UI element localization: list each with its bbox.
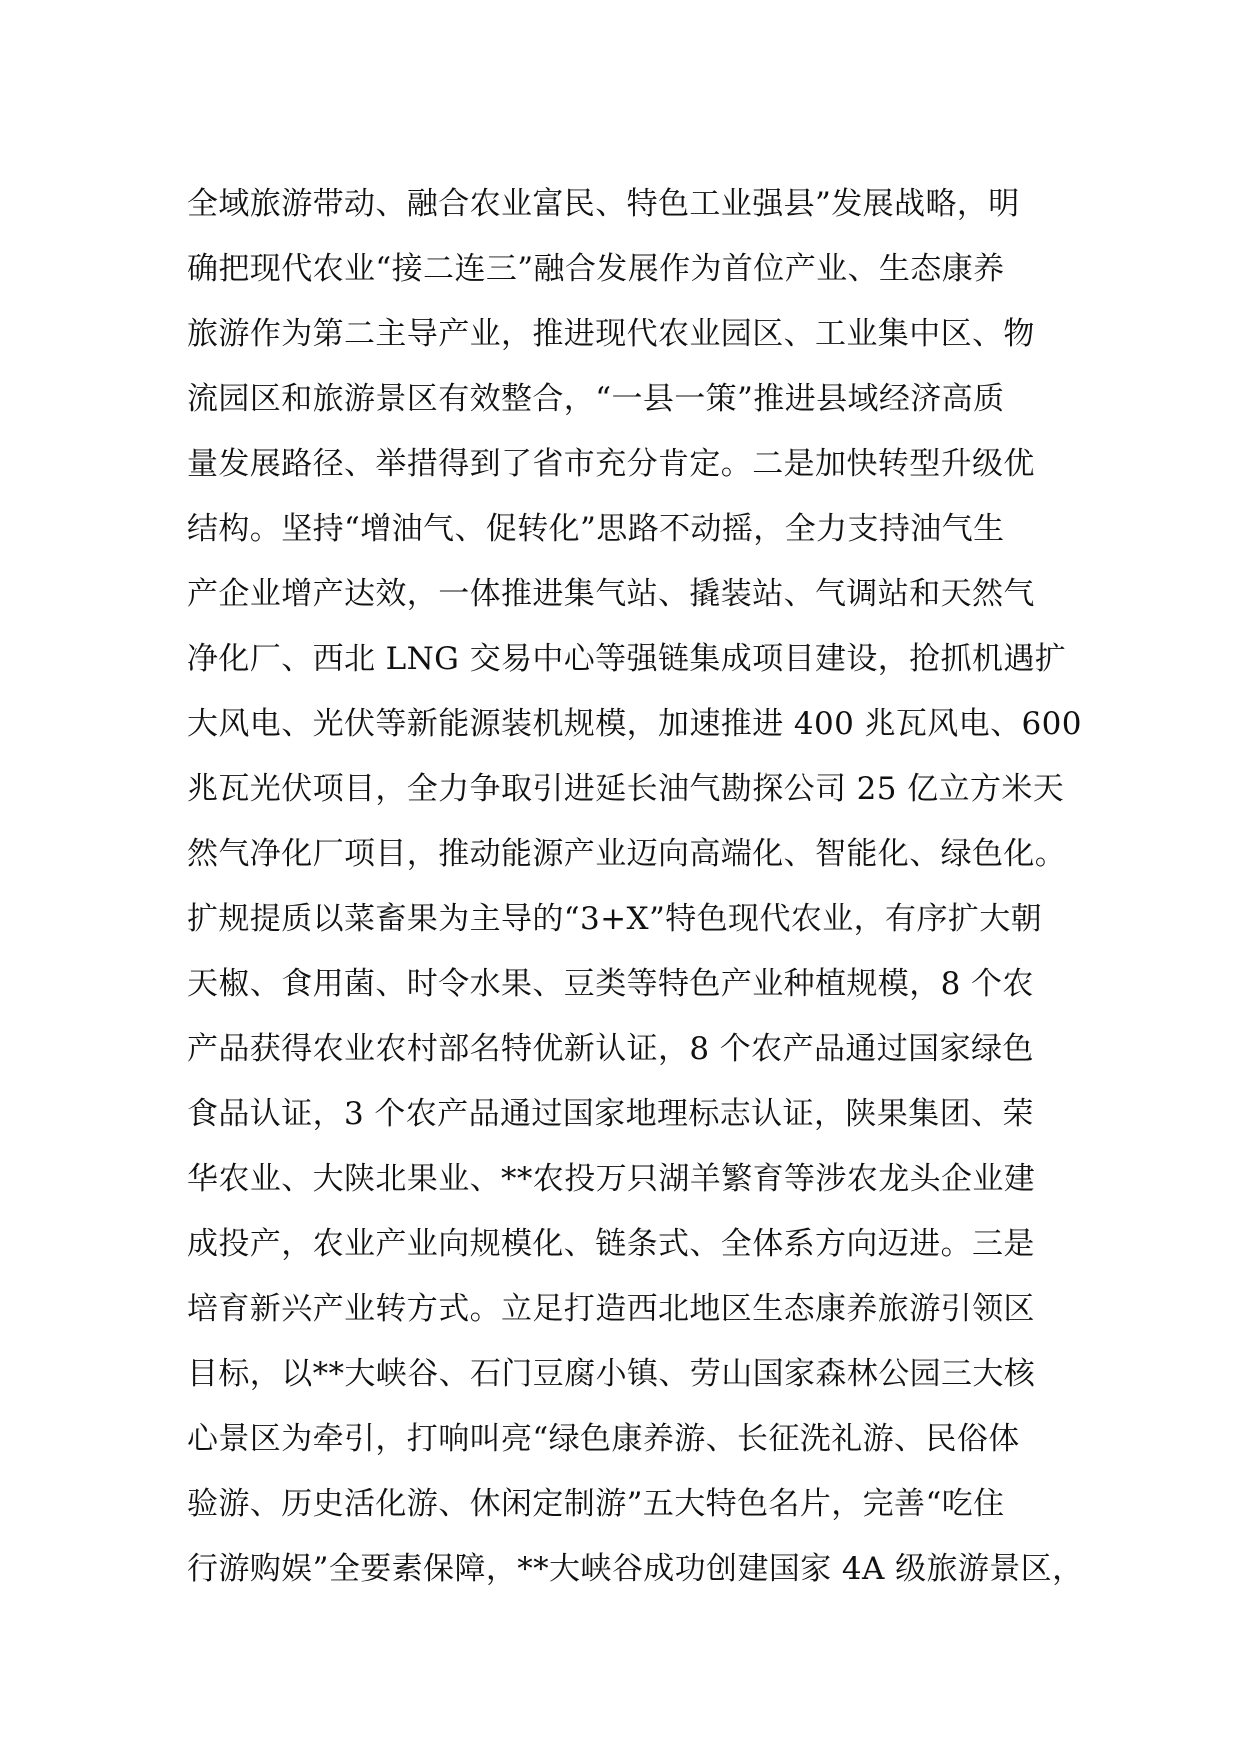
text-line: 华农业、大陕北果业、**农投万只湖羊繁育等涉农龙头企业建 <box>187 1161 1036 1197</box>
text-line: 旅游作为第二主导产业，推进现代农业园区、工业集中区、物 <box>187 316 1035 352</box>
text-line: 产企业增产达效，一体推进集气站、撬装站、气调站和天然气 <box>187 576 1035 612</box>
text-line: 全域旅游带动、融合农业富民、特色工业强县”发展战略，明 <box>187 186 1020 222</box>
text-line: 天椒、食用菌、时令水果、豆类等特色产业种植规模，8 个农 <box>187 966 1034 1002</box>
text-line: 大风电、光伏等新能源装机规模，加速推进 400 兆瓦风电、600 <box>187 706 1082 742</box>
body-text <box>187 172 1084 1602</box>
text-line: 确把现代农业“接二连三”融合发展作为首位产业、生态康养 <box>187 251 1005 287</box>
text-line: 然气净化厂项目，推动能源产业迈向高端化、智能化、绿色化。 <box>187 836 1067 872</box>
text-line: 量发展路径、举措得到了省市充分肯定。二是加快转型升级优 <box>187 446 1035 482</box>
text-line: 扩规提质以菜畜果为主导的“3+X”特色现代农业，有序扩大朝 <box>187 901 1043 937</box>
text-line: 兆瓦光伏项目，全力争取引进延长油气勘探公司 25 亿立方米天 <box>187 771 1065 807</box>
text-line: 目标，以**大峡谷、石门豆腐小镇、劳山国家森林公园三大核 <box>187 1356 1036 1392</box>
text-line: 流园区和旅游景区有效整合，“一县一策”推进县域经济高质 <box>187 381 1005 417</box>
text-line: 产品获得农业农村部名特优新认证，8 个农产品通过国家绿色 <box>187 1031 1034 1067</box>
text-line: 净化厂、西北 LNG 交易中心等强链集成项目建设，抢抓机遇扩 <box>187 641 1067 677</box>
text-line: 行游购娱”全要素保障，**大峡谷成功创建国家 4A 级旅游景区， <box>187 1551 1084 1587</box>
text-line: 验游、历史活化游、休闲定制游”五大特色名片，完善“吃住 <box>187 1486 1005 1522</box>
text-line: 结构。坚持“增油气、促转化”思路不动摇，全力支持油气生 <box>187 511 1005 547</box>
text-line: 食品认证，3 个农产品通过国家地理标志认证，陕果集团、荣 <box>187 1096 1034 1132</box>
text-line: 培育新兴产业转方式。立足打造西北地区生态康养旅游引领区 <box>187 1291 1035 1327</box>
text-line: 成投产，农业产业向规模化、链条式、全体系方向迈进。三是 <box>187 1226 1035 1262</box>
text-line: 心景区为牵引，打响叫亮“绿色康养游、长征洗礼游、民俗体 <box>187 1421 1020 1457</box>
